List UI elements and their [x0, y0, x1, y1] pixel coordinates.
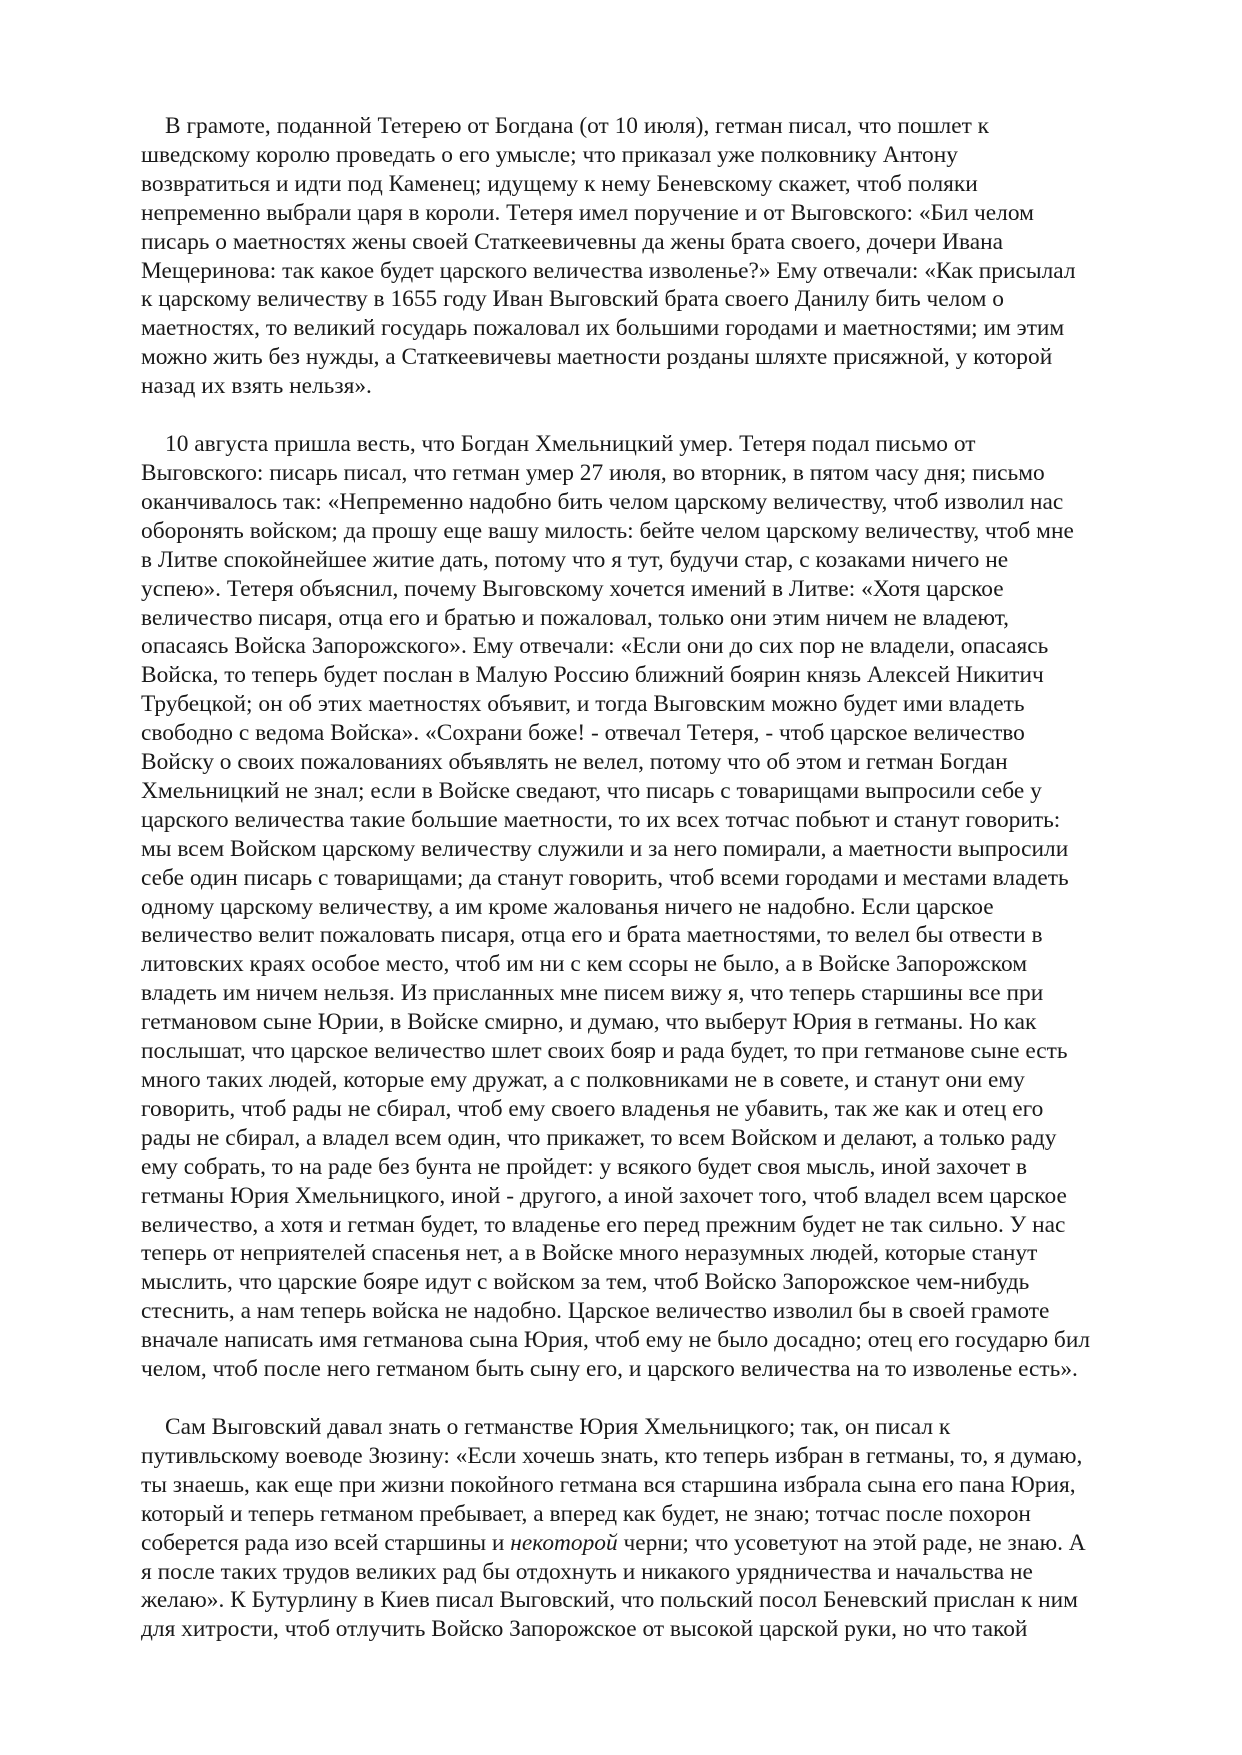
text-line: назад их взять нельзя». — [141, 373, 372, 400]
text-line: рады не сбирал, а владел всем один, что прикажет, то всем Войском и делают, а только раду — [141, 1124, 1057, 1151]
text-line: возвратиться и идти под Каменец; идущему к нему Беневскому скажет, чтоб поляки — [141, 170, 978, 197]
text-line: который и теперь гетманом пребывает, а вперед как будет, не знаю; тотчас после похорон — [141, 1500, 1031, 1527]
text-line: Хмельницкий не знал; если в Войске сведают, что писарь с товарищами выпросили себе у — [141, 777, 1042, 804]
text-line: теперь от неприятелей спасенья нет, а в Войске много неразумных людей, которые станут — [141, 1240, 1038, 1267]
paragraph-1 — [141, 112, 1126, 401]
text-line: послышат, что царское величество шлет своих бояр и рада будет, то при гетманове сыне есть — [141, 1038, 1068, 1065]
text-line: шведскому королю проведать о его умысле; что приказал уже полковнику Антону — [141, 141, 958, 168]
text-line: говорить, чтоб рады не сбирал, чтоб ему своего владенья не убавить, так же как и отец его — [141, 1095, 1044, 1122]
text-line: литовских краях особое место, чтоб им ни с кем ссоры не было, а в Войске Запорожском — [141, 951, 1028, 978]
text-line: одному царскому величеству, а им кроме жалованья ничего не надобно. Если царское — [141, 893, 994, 920]
text-line: 10 августа пришла весть, что Богдан Хмельницкий умер. Тетеря подал письмо от — [165, 431, 976, 458]
text-line: Выговского: писарь писал, что гетман умер 27 июля, во вторник, в пятом часу дня; письмо — [141, 459, 1045, 486]
text-line: писарь о маетностях жены своей Статкеевичевны да жены брата своего, дочери Ивана — [141, 228, 1004, 255]
text-line: Сам Выговский давал знать о гетманстве Юрия Хмельницкого; так, он писал к — [165, 1413, 951, 1440]
text-line: непременно выбрали царя в короли. Тетеря имел поручение и от Выговского: «Бил челом — [141, 199, 1034, 226]
text-line: себе один писарь с товарищами; да станут говорить, чтоб всеми городами и местами владеть — [141, 864, 1069, 891]
text-line: владеть им ничем нельзя. Из присланных мне писем вижу я, что теперь старшины все при — [141, 980, 1044, 1007]
text-line: челом, чтоб после него гетманом быть сыну его, и царского величества на то изволенье есть». — [141, 1356, 1078, 1383]
text-line: я после таких трудов великих рад бы отдохнуть и никакого урядничества и начальства не — [141, 1558, 1033, 1585]
text-line: вначале написать имя гетманова сына Юрия, чтоб ему не было досадно; отец его государю бил — [141, 1327, 1091, 1354]
text-line: гетманы Юрия Хмельницкого, иной - другого, а иной захочет того, чтоб владел всем царское — [141, 1182, 1067, 1209]
text-line: ему собрать, то на раде без бунта не пройдет: у всякого будет своя мысль, иной захочет в — [141, 1153, 1028, 1180]
text-line: оканчивалось так: «Непременно надобно бить челом царскому величеству, чтоб изволил нас — [141, 488, 1064, 515]
text-line: к царскому величеству в 1655 году Иван Выговский брата своего Данилу бить челом о — [141, 286, 1004, 313]
text-line: гетмановом сыне Юрии, в Войске смирно, и думаю, что выберут Юрия в гетманы. Но как — [141, 1009, 1037, 1036]
text-line: мыслить, что царские бояре идут с войском за тем, чтоб Войско Запорожское чем-нибудь — [141, 1269, 1030, 1296]
text-line: В грамоте, поданной Тетерею от Богдана (от 10 июля), гетман писал, что пошлет к — [165, 113, 990, 139]
text-line: Войска, то теперь будет послан в Малую Россию ближний боярин князь Алексей Никитич — [141, 662, 1044, 689]
text-line: царского величества такие большие маетности, то их всех тотчас побьют и станут говорить: — [141, 806, 1061, 833]
text-line: величество писаря, отца его и братью и пожаловал, только они этим ничем не владеют, — [141, 604, 1010, 631]
text-line-with-italic — [141, 1529, 1126, 1558]
text-line: величество велит пожаловать писаря, отца его и брата маетностями, то велел бы отвести в — [141, 922, 1043, 949]
text-line: путивльскому воеводе Зюзину: «Если хочешь знать, кто теперь избран в гетманы, то, я думаю, — [141, 1442, 1083, 1469]
paragraph-3 — [141, 1413, 1126, 1644]
italic-word: некоторой — [510, 1529, 618, 1556]
text-line: успею». Тетеря объяснил, почему Выговскому хочется имений в Литве: «Хотя царское — [141, 575, 1004, 602]
text-line: много таких людей, которые ему дружат, а с полковниками не в совете, и станут они ему — [141, 1067, 1025, 1093]
paragraph-2 — [141, 430, 1126, 1384]
text-line: оборонять войском; да прошу еще вашу милость: бейте челом царскому величеству, чтоб мне — [141, 517, 1074, 544]
text-line: в Литве спокойнейшее житие дать, потому что я тут, будучи стар, с козаками ничего не — [141, 546, 1009, 573]
text-line: ты знаешь, как еще при жизни покойного гетмана вся старшина избрала сына его пана Юрия, — [141, 1471, 1076, 1498]
text-line: Трубецкой; он об этих маетностях объявит, и тогда Выговским можно будет ими владеть — [141, 691, 1025, 718]
text-line: для хитрости, чтоб отлучить Войско Запорожское от высокой царской руки, но что такой — [141, 1616, 1028, 1643]
text-fragment: черни; что усоветуют на этой раде, не знаю. А — [623, 1529, 1086, 1556]
text-line: опасаясь Войска Запорожского». Ему отвечали: «Если они до сих пор не владели, опасаясь — [141, 633, 1049, 660]
text-line: стеснить, а нам теперь войска не надобно. Царское величество изволил бы в своей грамоте — [141, 1298, 1050, 1325]
text-line: свободно с ведома Войска». «Сохрани боже! - отвечал Тетеря, - чтоб царское величество — [141, 720, 1025, 747]
text-line: Мещеринова: так какое будет царского величества изволенье?» Ему отвечали: «Как присылал — [141, 257, 1076, 284]
text-line: величество, а хотя и гетман будет, то владенье его перед прежним будет не так сильно. У нас — [141, 1211, 1066, 1238]
text-line: желаю». К Бутурлину в Киев писал Выговский, что польский посол Беневский прислан к ним — [141, 1587, 1078, 1614]
text-line: маетностях, то великий государь пожаловал их большими городами и маетностями; им этим — [141, 315, 1065, 342]
text-fragment: соберется рада изо всей старшины и — [141, 1529, 505, 1556]
text-line: можно жить без нужды, а Статкеевичевы маетности розданы шляхте присяжной, у которой — [141, 344, 1053, 371]
text-line: Войску о своих пожалованиях объявлять не велел, потому что об этом и гетман Богдан — [141, 749, 1008, 776]
document-page — [141, 112, 1126, 1673]
text-line: мы всем Войском царскому величеству служили и за него помирали, а маетности выпросили — [141, 835, 1069, 862]
